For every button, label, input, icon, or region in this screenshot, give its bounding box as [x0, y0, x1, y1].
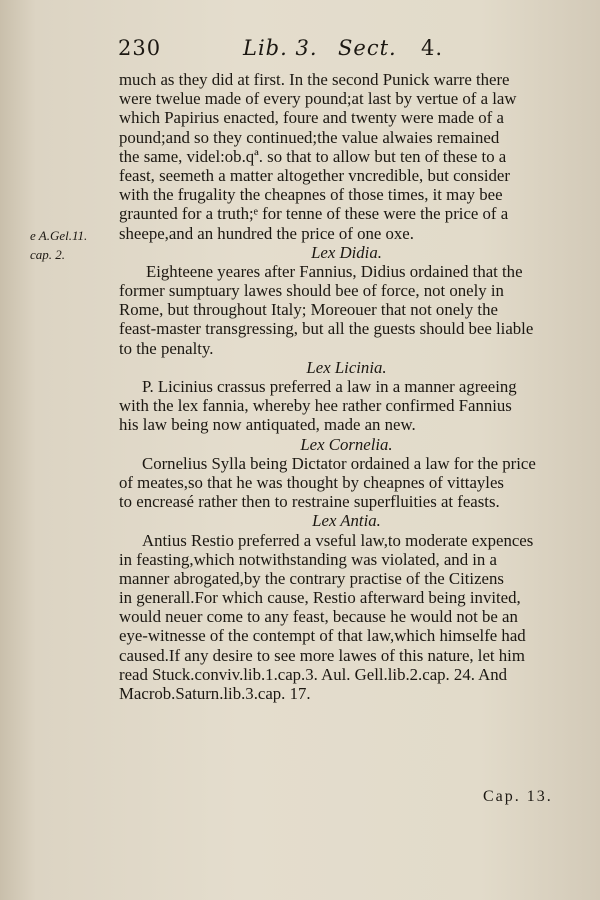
text-line: which Papirius enacted, foure and twenty were made of a	[119, 108, 504, 128]
running-head-book: Lib. 3.	[243, 36, 318, 60]
text-line: Macrob.Saturn.lib.3.cap. 17.	[119, 684, 311, 703]
text-line: his law being now antiquated, made an new.	[119, 415, 416, 435]
marginal-note-line: e A.Gel.11.	[30, 228, 88, 243]
text-line: Antius Restio preferred a vseful law,to moderate expences	[142, 530, 534, 550]
text-line: Cornelius Sylla being Dictator ordained a law for the price	[142, 453, 536, 473]
marginal-note	[30, 226, 110, 264]
text-line: much as they did at first. In the second Punick warre there	[119, 70, 510, 89]
text-line: sheepe,and an hundred the price of one oxe.	[119, 223, 414, 243]
catchword: Cap. 13.	[483, 788, 553, 805]
text-line: pound;and so they continued;the value alwaies remained	[119, 127, 500, 147]
text-line: would neuer come to any feast, because he would not be an	[119, 607, 518, 627]
text-line: Eighteene yeares after Fannius, Didius ordained that the	[146, 261, 523, 281]
text-line: to encreasé rather then to restraine superfluities at feasts.	[119, 492, 500, 512]
text-line: feast-master transgressing, but all the guests should bee liable	[119, 319, 534, 339]
text-line: read Stuck.conviv.lib.1.cap.3. Aul. Gell.lib.2.cap. 24. And	[119, 664, 508, 684]
text-line: feast, seemeth a matter altogether vncredible, but consider	[119, 165, 510, 185]
text-line: caused.If any desire to see more lawes of this nature, let him	[119, 645, 525, 665]
text-line: former sumptuary lawes should bee of force, not onely in	[119, 281, 504, 301]
section-heading: Lex Antia.	[312, 511, 381, 531]
text-line: Rome, but throughout Italy; Moreouer that not onely the	[119, 300, 498, 320]
running-head-section: Sect.	[338, 36, 397, 60]
text-line: of meates,so that he was thought by cheapnes of vittayles	[119, 472, 504, 492]
section-heading: Lex Cornelia.	[300, 434, 393, 454]
text-line: in generall.For which cause, Restio afterward being invited,	[119, 588, 521, 608]
text-line: to the penalty.	[119, 338, 214, 358]
text-line: with the frugality the cheapnes of those times, it may bee	[119, 185, 503, 205]
text-line: the same, videl:ob.qª. so that to allow but ten of these to a	[119, 146, 507, 166]
text-line: graunted for a truth;ᵉ for tenne of these were the price of a	[119, 204, 509, 224]
section-heading: Lex Licinia.	[306, 357, 387, 377]
section-heading: Lex Didia.	[311, 242, 382, 262]
running-header	[118, 36, 458, 64]
text-line: eye-witnesse of the contempt of that law,which himselfe had	[119, 626, 526, 646]
text-line: in feasting,which notwithstanding was violated, and in a	[119, 549, 497, 569]
running-head-section-number: 4.	[421, 36, 444, 60]
text-line: were twelue made of every pound;at last by vertue of a law	[119, 89, 517, 109]
text-line: with the lex fannia, whereby hee rather confirmed Fannius	[119, 396, 512, 416]
text-line: P. Licinius crassus preferred a law in a manner agreeing	[142, 377, 517, 396]
marginal-note-line: cap. 2.	[30, 247, 66, 262]
text-body	[119, 70, 574, 703]
text-line: manner abrogated,by the contrary practise of the Citizens	[119, 568, 504, 588]
page-number: 230	[118, 36, 162, 60]
